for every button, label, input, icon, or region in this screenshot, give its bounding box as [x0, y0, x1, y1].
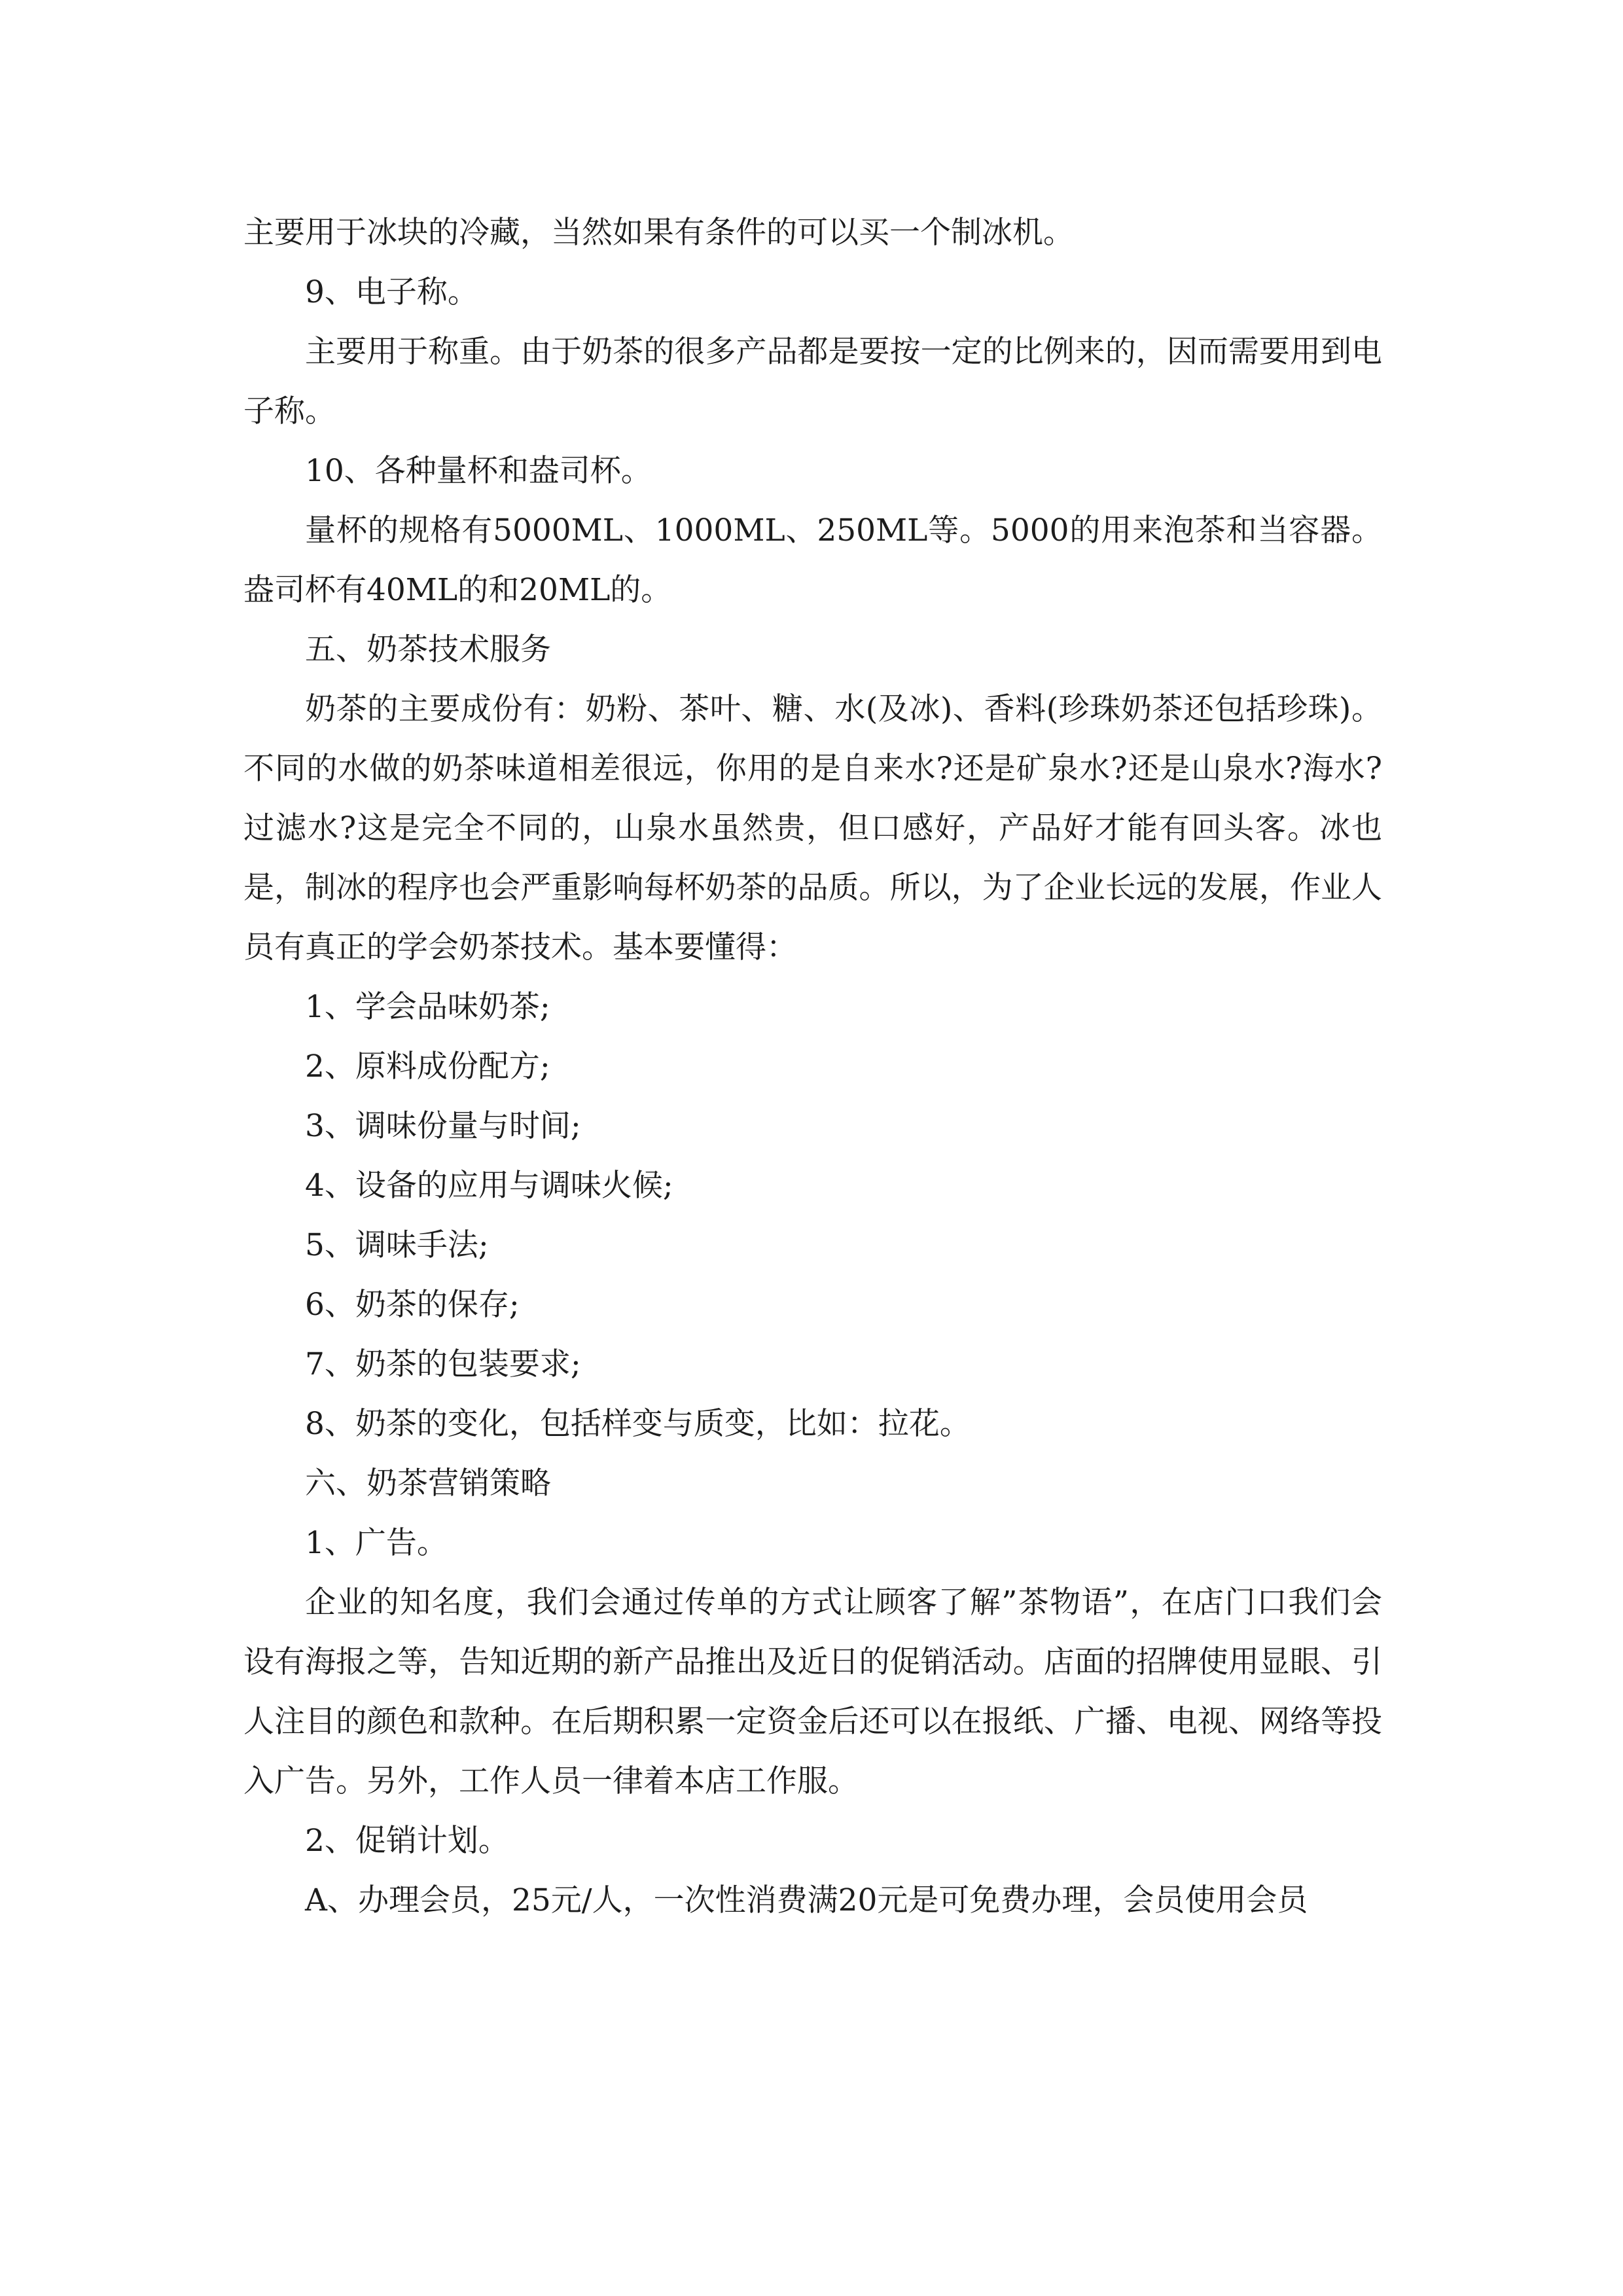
paragraph-measuring-cups: 量杯的规格有5000ML、1000ML、250ML等。5000的用来泡茶和当容器。盎司杯有40ML的和20ML的。 [243, 512, 1382, 608]
list-item: 2、原料成份配方; [305, 1049, 550, 1085]
list-item: 3、调味份量与时间; [305, 1108, 581, 1144]
paragraph-tech-service: 奶茶的主要成份有：奶粉、茶叶、糖、水(及冰)、香料(珍珠奶茶还包括珍珠)。不同的水做的奶茶味道相差很远，你用的是自来水?还是矿泉水?还是山泉水?海水?过滤水?这是完全不同的，山泉水虽然贵，但口感好，产品好才能有回头客。冰也是，制冰的程序也会严重影响每杯奶茶的品质。所以，为了企业长远的发展，作业人员有真正的学会奶茶技术。基本要懂得： [243, 691, 1382, 965]
list-item: 6、奶茶的保存; [305, 1287, 520, 1323]
section-heading-tech-service: 五、奶茶技术服务 [305, 632, 551, 668]
heading-promotion-plan: 2、促销计划。 [305, 1823, 509, 1859]
heading-electronic-scale: 9、电子称。 [305, 274, 478, 310]
heading-measuring-cups: 10、各种量杯和盎司杯。 [305, 453, 652, 489]
paragraph-membership: A、办理会员，25元/人，一次性消费满20元是可免费办理，会员使用会员 [305, 1882, 1308, 1918]
list-item: 5、调味手法; [305, 1227, 489, 1263]
heading-advertising: 1、广告。 [305, 1525, 448, 1561]
document-body [243, 203, 1382, 1930]
paragraph-ice-storage: 主要用于冰块的冷藏，当然如果有条件的可以买一个制冰机。 [243, 215, 1074, 251]
list-item: 1、学会品味奶茶; [305, 989, 550, 1025]
section-heading-marketing: 六、奶茶营销策略 [305, 1465, 551, 1501]
list-item: 7、奶茶的包装要求; [305, 1346, 581, 1382]
paragraph-advertising: 企业的知名度，我们会通过传单的方式让顾客了解”茶物语”，在店门口我们会设有海报之等，告知近期的新产品推出及近日的促销活动。店面的招牌使用显眼、引人注目的颜色和款种。在后期积累一定资金后还可以在报纸、广播、电视、网络等投入广告。另外，工作人员一律着本店工作服。 [243, 1585, 1382, 1799]
list-item: 8、奶茶的变化，包括样变与质变，比如：拉花。 [305, 1406, 971, 1442]
paragraph-electronic-scale: 主要用于称重。由于奶茶的很多产品都是要按一定的比例来的，因而需要用到电子称。 [243, 334, 1382, 429]
list-item: 4、设备的应用与调味火候; [305, 1168, 673, 1204]
